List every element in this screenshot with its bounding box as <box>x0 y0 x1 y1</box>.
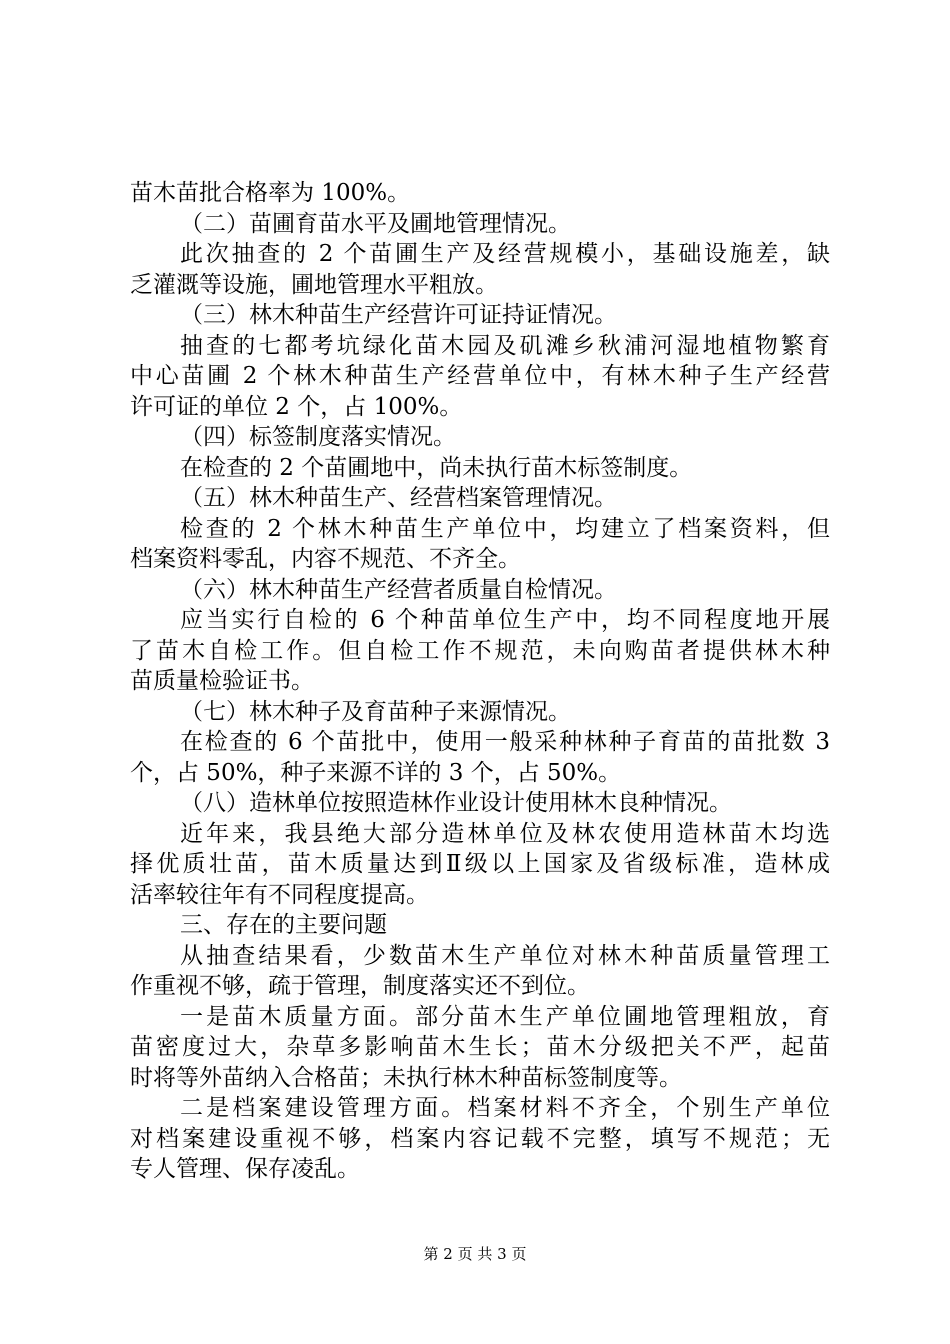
text-line: 作重视不够，疏于管理，制度落实还不到位。 <box>130 973 590 999</box>
text-line: 苗木苗批合格率为 100%。 <box>130 180 411 206</box>
text-line: 中心苗圃 2 个林木种苗生产经营单位中，有林木种子生产经营 <box>130 363 830 389</box>
text-line: 乏灌溉等设施，圃地管理水平粗放。 <box>130 271 498 298</box>
text-line: 苗质量检验证书。 <box>130 668 314 694</box>
text-line: 应当实行自检的 6 个种苗单位生产中，均不同程度地开展 <box>180 607 830 633</box>
text-line: （六）林木种苗生产经营者质量自检情况。 <box>180 576 617 603</box>
text-line: （二）苗圃育苗水平及圃地管理情况。 <box>180 210 571 237</box>
text-line: 一是苗木质量方面。部分苗木生产单位圃地管理粗放，育 <box>180 1003 830 1030</box>
text-line: （七）林木种子及育苗种子来源情况。 <box>180 698 571 725</box>
text-line: 了苗木自检工作。但自检工作不规范，未向购苗者提供林木种 <box>130 637 830 664</box>
document-body <box>130 178 830 1185</box>
text-line: 个，占 50%，种子来源不详的 3 个，占 50%。 <box>130 759 622 786</box>
text-line: 检查的 2 个林木种苗生产单位中，均建立了档案资料，但 <box>180 515 830 542</box>
text-line: 在检查的 6 个苗批中，使用一般采种林种子育苗的苗批数 3 <box>180 729 830 755</box>
text-line: 时将等外苗纳入合格苗；未执行林木种苗标签制度等。 <box>130 1064 682 1091</box>
text-line: 在检查的 2 个苗圃地中，尚未执行苗木标签制度。 <box>180 454 693 481</box>
page-footer: 第 2 页 共 3 页 <box>423 1245 527 1263</box>
text-line: 二是档案建设管理方面。档案材料不齐全，个别生产单位 <box>180 1095 830 1121</box>
text-line: 活率较往年有不同程度提高。 <box>130 881 429 908</box>
text-line: 许可证的单位 2 个，占 100%。 <box>130 393 463 420</box>
text-line: 三、存在的主要问题 <box>180 912 387 938</box>
text-line: 苗密度过大，杂草多影响苗木生长；苗木分级把关不严，起苗 <box>130 1034 830 1060</box>
text-line: （三）林木种苗生产经营许可证持证情况。 <box>180 302 617 328</box>
text-line: 档案资料零乱，内容不规范、不齐全。 <box>130 546 521 572</box>
text-line: 从抽查结果看，少数苗木生产单位对林木种苗质量管理工 <box>180 942 830 969</box>
text-line: 择优质壮苗，苗木质量达到Ⅱ级以上国家及省级标准，造林成 <box>130 851 830 877</box>
text-line: 近年来，我县绝大部分造林单位及林农使用造林苗木均选 <box>180 820 830 847</box>
text-line: 对档案建设重视不够，档案内容记载不完整，填写不规范；无 <box>130 1125 830 1152</box>
text-line: （五）林木种苗生产、经营档案管理情况。 <box>180 485 617 511</box>
text-line: （四）标签制度落实情况。 <box>180 424 456 450</box>
text-line: （八）造林单位按照造林作业设计使用林木良种情况。 <box>180 790 732 816</box>
text-line: 专人管理、保存凌乱。 <box>130 1156 360 1182</box>
text-line: 此次抽查的 2 个苗圃生产及经营规模小，基础设施差，缺 <box>180 241 830 267</box>
text-line: 抽查的七都考坑绿化苗木园及矶滩乡秋浦河湿地植物繁育 <box>180 332 830 359</box>
